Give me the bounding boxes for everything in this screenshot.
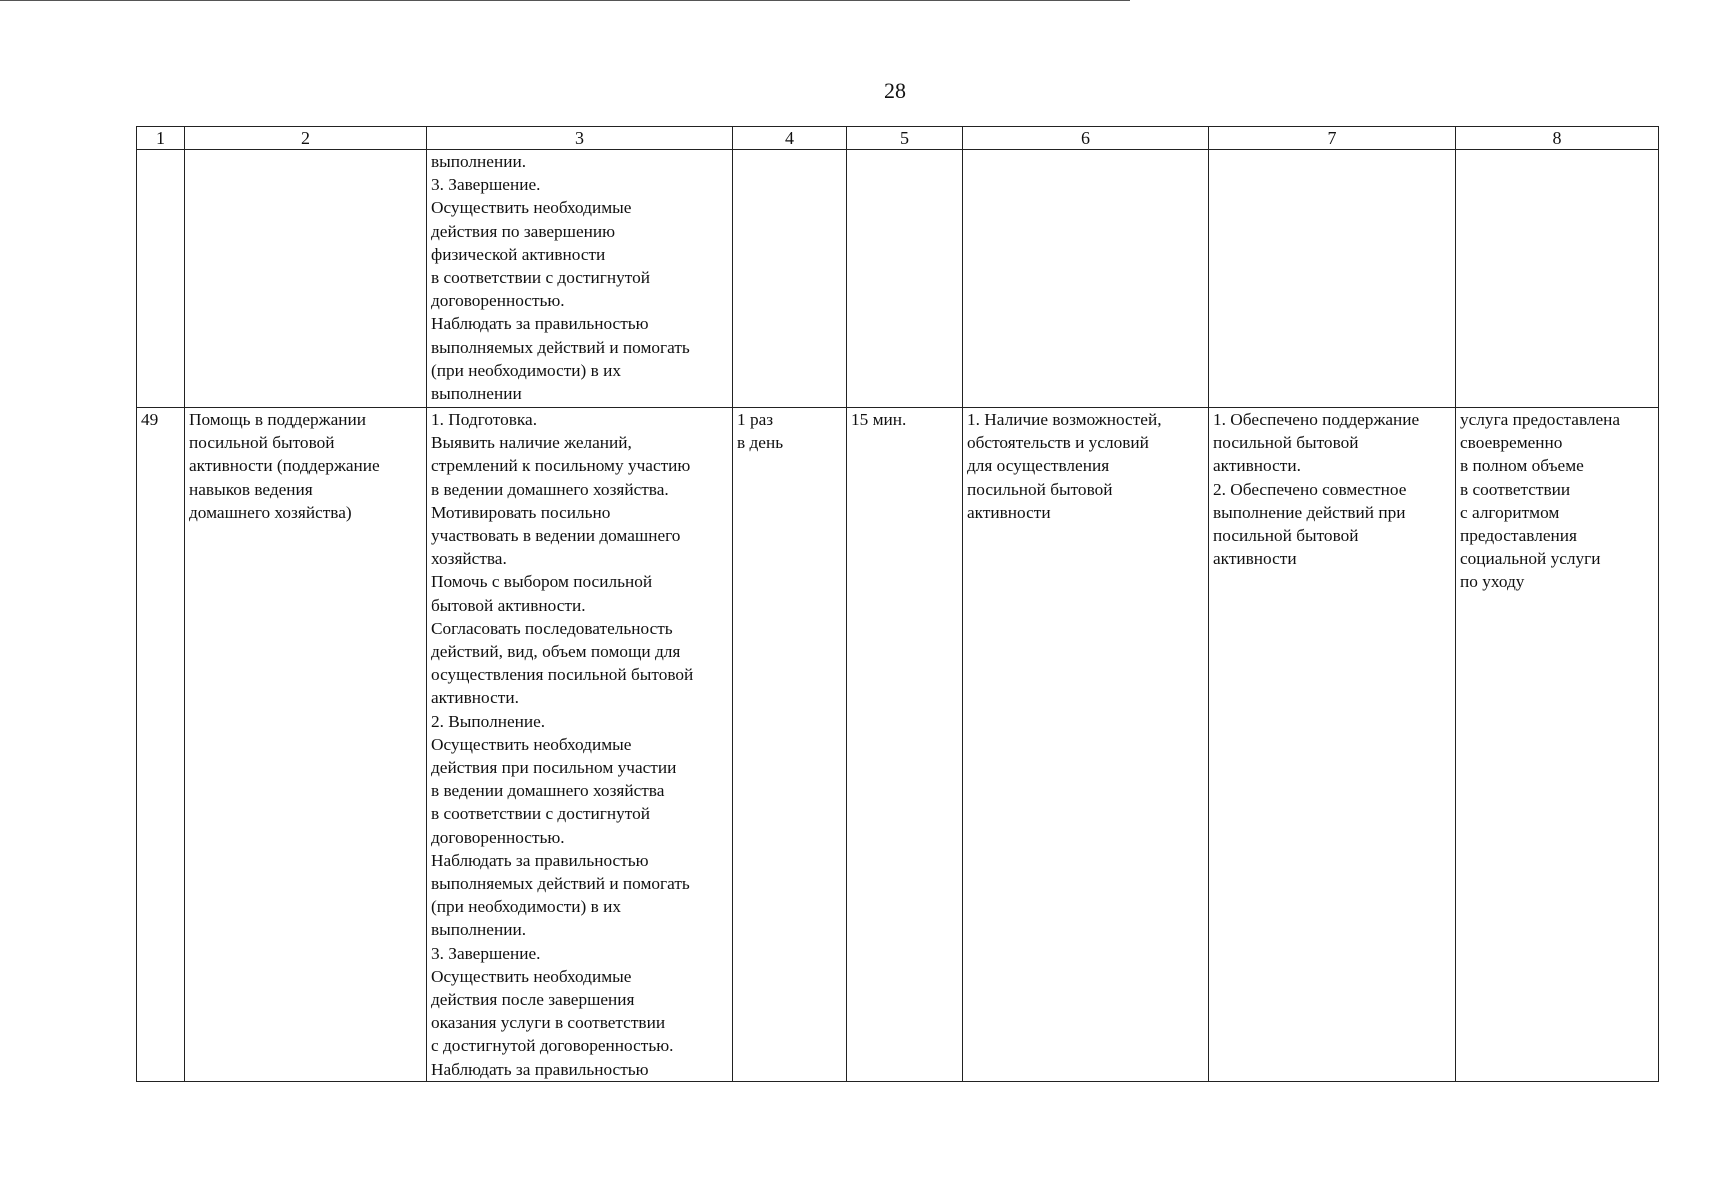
cell-text-line: 15 мин. bbox=[851, 410, 907, 429]
cell-text-line: Выявить наличие желаний, bbox=[431, 433, 632, 453]
cell-results bbox=[1209, 150, 1456, 408]
service-table bbox=[136, 126, 1659, 1082]
cell-text-line: в день bbox=[737, 433, 784, 453]
cell-text-line: социальной услуги bbox=[1460, 549, 1601, 569]
cell-text-line: предоставления bbox=[1460, 526, 1577, 546]
cell-text-line: с достигнутой договоренностью. bbox=[431, 1036, 674, 1056]
cell-text-line: активности. bbox=[431, 688, 519, 708]
cell-text-line: в ведении домашнего хозяйства bbox=[431, 781, 665, 801]
cell-service-description bbox=[427, 408, 733, 1082]
cell-text-line: посильной бытовой bbox=[1213, 433, 1359, 453]
cell-quality bbox=[1456, 408, 1659, 1082]
cell-text-line: обстоятельств и условий bbox=[967, 433, 1149, 453]
cell-text-line: 1. Подготовка. bbox=[431, 410, 538, 429]
col-header-3: 3 bbox=[427, 127, 733, 150]
col-header-2: 2 bbox=[185, 127, 427, 150]
cell-text-line: действия после завершения bbox=[431, 990, 635, 1010]
scan-edge-mark bbox=[0, 0, 1130, 1]
cell-number: 49 bbox=[137, 408, 185, 1082]
cell-text-line: 1. Обеспечено поддержание bbox=[1213, 410, 1420, 429]
cell-text-line: посильной бытовой bbox=[1213, 526, 1359, 546]
col-header-7: 7 bbox=[1209, 127, 1456, 150]
cell-duration bbox=[847, 150, 963, 408]
cell-text-line: действия по завершению bbox=[431, 221, 616, 241]
cell-text-line: (при необходимости) в их bbox=[431, 360, 621, 380]
cell-text-line: Осуществить необходимые bbox=[431, 734, 632, 754]
cell-text-line: хозяйства. bbox=[431, 549, 507, 569]
cell-text-line: домашнего хозяйства) bbox=[189, 502, 352, 522]
cell-text-line: выполнении. bbox=[431, 920, 527, 940]
cell-text-line: действия при посильном участии bbox=[431, 758, 677, 778]
cell-text-line: осуществления посильной бытовой bbox=[431, 665, 694, 685]
cell-service-description bbox=[427, 150, 733, 408]
cell-text-line: Помочь с выбором посильной bbox=[431, 572, 653, 592]
cell-text-line: в соответствии bbox=[1460, 479, 1571, 499]
cell-text-line: выполнение действий при bbox=[1213, 502, 1406, 522]
page-number: 28 bbox=[884, 78, 906, 103]
cell-text-line: Осуществить необходимые bbox=[431, 966, 632, 986]
cell-text-line: активности. bbox=[1213, 456, 1301, 476]
cell-text-line: в соответствии с достигнутой bbox=[431, 804, 650, 824]
col-header-5: 5 bbox=[847, 127, 963, 150]
cell-text-line: Согласовать последовательность bbox=[431, 618, 673, 638]
cell-text-line: Наблюдать за правильностью bbox=[431, 850, 649, 870]
cell-text-line: стремлений к посильному участию bbox=[431, 456, 691, 476]
cell-text-line: выполняемых действий и помогать bbox=[431, 874, 690, 894]
cell-results bbox=[1209, 408, 1456, 1082]
cell-text-line: Осуществить необходимые bbox=[431, 198, 632, 218]
cell-text-line: 1. Наличие возможностей, bbox=[967, 410, 1162, 429]
cell-text-line: физической активности bbox=[431, 244, 606, 264]
cell-text-line: 3. Завершение. bbox=[431, 943, 541, 963]
col-header-8: 8 bbox=[1456, 127, 1659, 150]
cell-duration bbox=[847, 408, 963, 1082]
cell-text-line: участвовать в ведении домашнего bbox=[431, 526, 681, 546]
cell-quality bbox=[1456, 150, 1659, 408]
cell-service-name bbox=[185, 408, 427, 1082]
cell-text-line: 2. Обеспечено совместное bbox=[1213, 479, 1407, 499]
cell-text-line: активности bbox=[1213, 549, 1297, 569]
cell-text-line: 3. Завершение. bbox=[431, 175, 541, 195]
cell-text-line: для осуществления bbox=[967, 456, 1110, 476]
cell-text-line: действий, вид, объем помощи для bbox=[431, 642, 681, 662]
header-row bbox=[137, 127, 1659, 150]
cell-text-line: с алгоритмом bbox=[1460, 502, 1560, 522]
cell-text-line: Наблюдать за правильностью bbox=[431, 314, 649, 334]
cell-conditions bbox=[963, 408, 1209, 1082]
cell-text-line: 2. Выполнение. bbox=[431, 711, 546, 731]
cell-text-line: Помощь в поддержании bbox=[189, 410, 366, 429]
cell-text-line: бытовой активности. bbox=[431, 595, 586, 615]
table-row-49 bbox=[137, 408, 1659, 1082]
col-header-1: 1 bbox=[137, 127, 185, 150]
cell-text-line: (при необходимости) в их bbox=[431, 897, 621, 917]
table-row-continuation bbox=[137, 150, 1659, 408]
cell-text-line: в полном объеме bbox=[1460, 456, 1584, 476]
cell-text-line: посильной бытовой bbox=[189, 433, 335, 453]
cell-number bbox=[137, 150, 185, 408]
cell-conditions bbox=[963, 150, 1209, 408]
cell-text-line: услуга предоставлена bbox=[1460, 410, 1621, 429]
cell-text-line: активности (поддержание bbox=[189, 456, 380, 476]
cell-text-line: в соответствии с достигнутой bbox=[431, 268, 650, 288]
cell-text-line: выполнении bbox=[431, 384, 522, 404]
cell-service-name bbox=[185, 150, 427, 408]
cell-text-line: посильной бытовой bbox=[967, 479, 1113, 499]
cell-text-line: выполняемых действий и помогать bbox=[431, 337, 690, 357]
col-header-6: 6 bbox=[963, 127, 1209, 150]
cell-text-line: Наблюдать за правильностью bbox=[431, 1059, 649, 1079]
col-header-4: 4 bbox=[733, 127, 847, 150]
cell-frequency bbox=[733, 150, 847, 408]
cell-frequency bbox=[733, 408, 847, 1082]
cell-text-line: выполнении. bbox=[431, 152, 527, 171]
cell-text-line: Мотивировать посильно bbox=[431, 502, 611, 522]
cell-text-line: по уходу bbox=[1460, 572, 1525, 592]
cell-text-line: в ведении домашнего хозяйства. bbox=[431, 479, 669, 499]
cell-text-line: своевременно bbox=[1460, 433, 1563, 453]
cell-text-line: оказания услуги в соответствии bbox=[431, 1013, 666, 1033]
cell-text-line: 1 раз bbox=[737, 410, 774, 429]
cell-text-line: активности bbox=[967, 502, 1051, 522]
cell-text-line: договоренностью. bbox=[431, 827, 565, 847]
cell-text-line: договоренностью. bbox=[431, 291, 565, 311]
cell-text-line: навыков ведения bbox=[189, 479, 313, 499]
